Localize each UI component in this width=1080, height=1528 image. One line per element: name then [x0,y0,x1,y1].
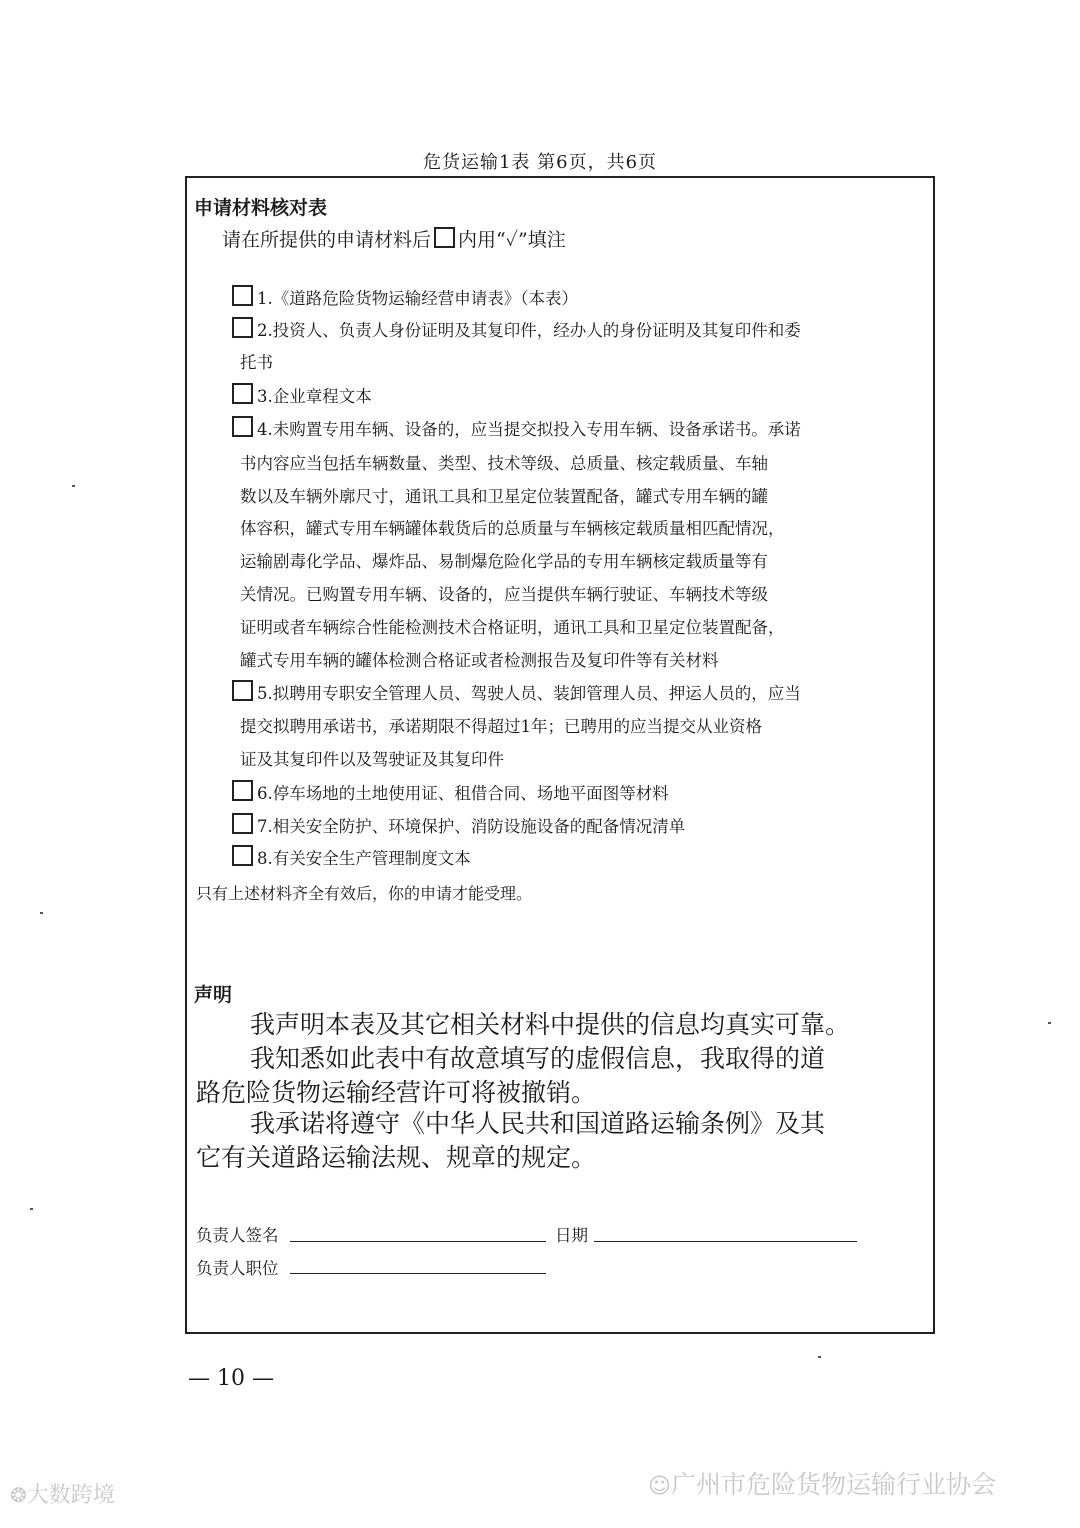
checklist-item-4 [232,413,801,446]
checklist-note: 只有上述材料齐全有效后，你的申请才能受理。 [196,884,533,903]
instruction-text-after: 内用“✓”填注 [458,229,566,251]
item-7-text: 7.相关安全防护、环境保护、消防设施设备的配备情况清单 [257,817,686,836]
position-label: 负责人职位 [196,1259,279,1278]
checklist-item-7 [232,810,685,843]
date-line[interactable] [594,1241,857,1242]
item-5-text: 5.拟聘用专职安全管理人员、驾驶人员、装卸管理人员、押运人员的，应当 [257,684,801,703]
signer-signature-line[interactable] [290,1241,546,1242]
item-4-checkbox[interactable] [232,416,253,437]
signer-label: 负责人签名 [196,1226,279,1245]
declaration-line-2: 我知悉如此表中有故意填写的虚假信息，我取得的道 [250,1044,826,1073]
wechat-icon: ☺ [648,1474,671,1499]
date-label: 日期 [555,1226,588,1245]
instruction-text-before: 请在所提供的申请材料后 [222,229,432,251]
checklist-title: 申请材料核对表 [194,197,328,219]
item-3-text: 3.企业章程文本 [257,387,372,406]
item-4-text-cont: 证明或者车辆综合性能检测技术合格证明，通讯工具和卫星定位装置配备， [240,618,785,637]
item-4-text-cont: 关情况。已购置专用车辆、设备的，应当提供车辆行驶证、车辆技术等级 [240,585,768,604]
item-4-text-cont: 运输剧毒化学品、爆炸品、易制爆危险化学品的专用车辆核定载质量等有 [240,552,768,571]
item-5-text-cont: 提交拟聘用承诺书，承诺期限不得超过1年；已聘用的应当提交从业资格 [240,717,762,736]
item-5-text-cont: 证及其复印件以及驾驶证及其复印件 [240,750,504,769]
checklist-item-5 [232,677,801,710]
right-watermark [648,1465,996,1501]
declaration-line-3: 路危险货物运输经营许可将被撤销。 [196,1078,597,1107]
checkbox-icon [434,227,455,248]
declaration-line-4: 我承诺将遵守《中华人民共和国道路运输条例》及其 [250,1109,826,1138]
declaration-line-1: 我声明本表及其它相关材料中提供的信息均真实可靠。 [250,1010,851,1039]
scan-speck [818,1356,821,1358]
position-line[interactable] [290,1273,546,1274]
checklist-item-6 [232,777,669,810]
page-header: 危货运输1表 第6页，共6页 [422,152,658,173]
item-4-text-cont: 罐式专用车辆的罐体检测合格证或者检测报告及复印件等有关材料 [240,651,719,670]
item-8-checkbox[interactable] [232,845,253,866]
checklist-instruction [222,225,566,252]
declaration-title: 声明 [194,984,233,1006]
item-1-text: 1.《道路危险货物运输经营申请表》（本表） [257,289,578,308]
item-4-text-cont: 数以及车辆外廓尺寸，通讯工具和卫星定位装置配备，罐式专用车辆的罐 [240,487,768,506]
item-1-checkbox[interactable] [232,285,253,306]
item-2-text: 2.投资人、负责人身份证明及其复印件，经办人的身份证明及其复印件和委 [257,321,801,340]
item-2-checkbox[interactable] [232,317,253,338]
scan-speck [72,485,75,487]
item-4-text-cont: 书内容应当包括车辆数量、类型、技术等级、总质量、核定载质量、车轴 [240,454,768,473]
left-watermark [10,1478,115,1509]
item-3-checkbox[interactable] [232,383,253,404]
item-6-text: 6.停车场地的土地使用证、租借合同、场地平面图等材料 [257,784,669,803]
declaration-line-5: 它有关道路运输法规、规章的规定。 [196,1143,597,1172]
checklist-item-1 [232,282,578,315]
scan-speck [40,912,43,914]
item-8-text: 8.有关安全生产管理制度文本 [257,849,471,868]
item-7-checkbox[interactable] [232,813,253,834]
page-number: — 10 — [188,1366,274,1391]
checklist-item-3 [232,380,372,413]
watermark-logo-icon: ❂ [10,1483,27,1507]
scan-speck [1048,1022,1051,1024]
scan-speck [30,1208,33,1210]
item-4-text-cont: 体容积，罐式专用车辆罐体载货后的总质量与车辆核定载质量相匹配情况， [240,519,785,538]
left-watermark-text: 大数跨境 [26,1483,115,1508]
item-4-text: 4.未购置专用车辆、设备的，应当提交拟投入专用车辆、设备承诺书。承诺 [257,420,801,439]
item-2-text-cont: 托书 [240,353,273,372]
checklist-item-2 [232,314,801,347]
item-6-checkbox[interactable] [232,780,253,801]
item-5-checkbox[interactable] [232,680,253,701]
right-watermark-text: 广州市危险货物运输行业协会 [670,1470,996,1499]
checklist-item-8 [232,842,471,875]
